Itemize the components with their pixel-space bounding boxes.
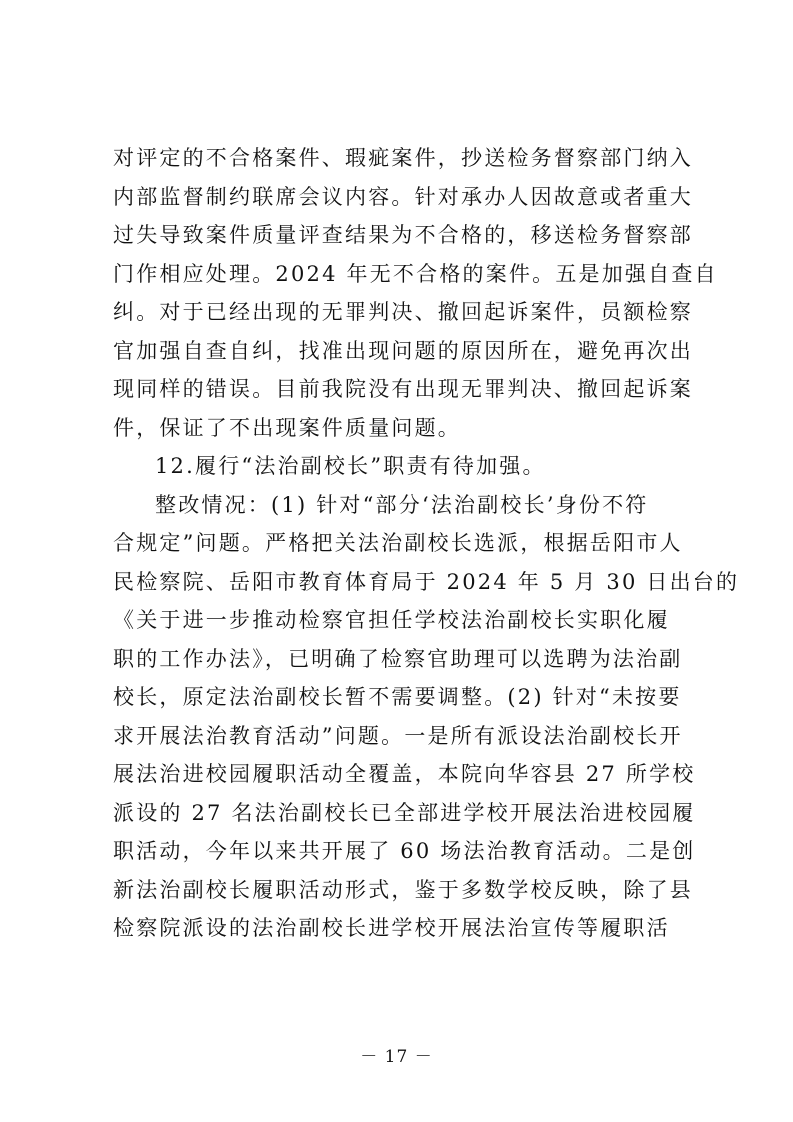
text-line: 展法治进校园履职活动全覆盖，本院向华容县 27 所学校 <box>113 762 696 786</box>
text-line: 校长，原定法治副校长暂不需要调整。(2) 针对“未按要 <box>113 685 682 709</box>
text-line: 检察院派设的法治副校长进学校开展法治宣传等履职活 <box>113 916 670 940</box>
text-line: 合规定”问题。严格把关法治副校长选派，根据岳阳市人 <box>113 531 683 555</box>
text-line: 官加强自查自纠，找准出现问题的原因所在，避免再次出 <box>113 338 693 363</box>
text-line: 民检察院、岳阳市教育体育局于 2024 年 5 月 30 日出台的 <box>113 569 740 594</box>
text-line: 职活动，今年以来共开展了 60 场法治教育活动。二是创 <box>113 839 696 863</box>
page-number: － 17 － <box>360 1047 433 1067</box>
text-line: 整改情况：(1) 针对“部分‘法治副校长’身份不符 <box>155 492 649 517</box>
text-line: 对评定的不合格案件、瑕疵案件，抄送检务督察部门纳入 <box>113 146 693 170</box>
section-heading: 12.履行“法治副校长”职责有待加强。 <box>155 454 546 478</box>
body-text <box>113 139 740 948</box>
text-line: 现同样的错误。目前我院没有出现无罪判决、撤回起诉案 <box>113 377 693 401</box>
text-line: 过失导致案件质量评查结果为不合格的，移送检务督察部 <box>113 223 693 247</box>
text-line: 门作相应处理。2024 年无不合格的案件。五是加强自查自 <box>113 261 718 286</box>
text-line: 件，保证了不出现案件质量问题。 <box>113 415 461 440</box>
text-line: 派设的 27 名法治副校长已全部进学校开展法治进校园履 <box>113 800 696 825</box>
text-line: 求开展法治教育活动”问题。一是所有派设法治副校长开 <box>113 723 683 748</box>
text-line: 职的工作办法》，已明确了检察官助理可以选聘为法治副 <box>113 646 683 671</box>
text-line: 内部监督制约联席会议内容。针对承办人因故意或者重大 <box>113 184 693 209</box>
text-line: 《关于进一步推动检察官担任学校法治副校长实职化履 <box>113 608 670 632</box>
text-line: 新法治副校长履职活动形式，鉴于多数学校反映，除了县 <box>113 877 693 902</box>
text-line: 纠。对于已经出现的无罪判决、撤回起诉案件，员额检察 <box>113 300 693 324</box>
